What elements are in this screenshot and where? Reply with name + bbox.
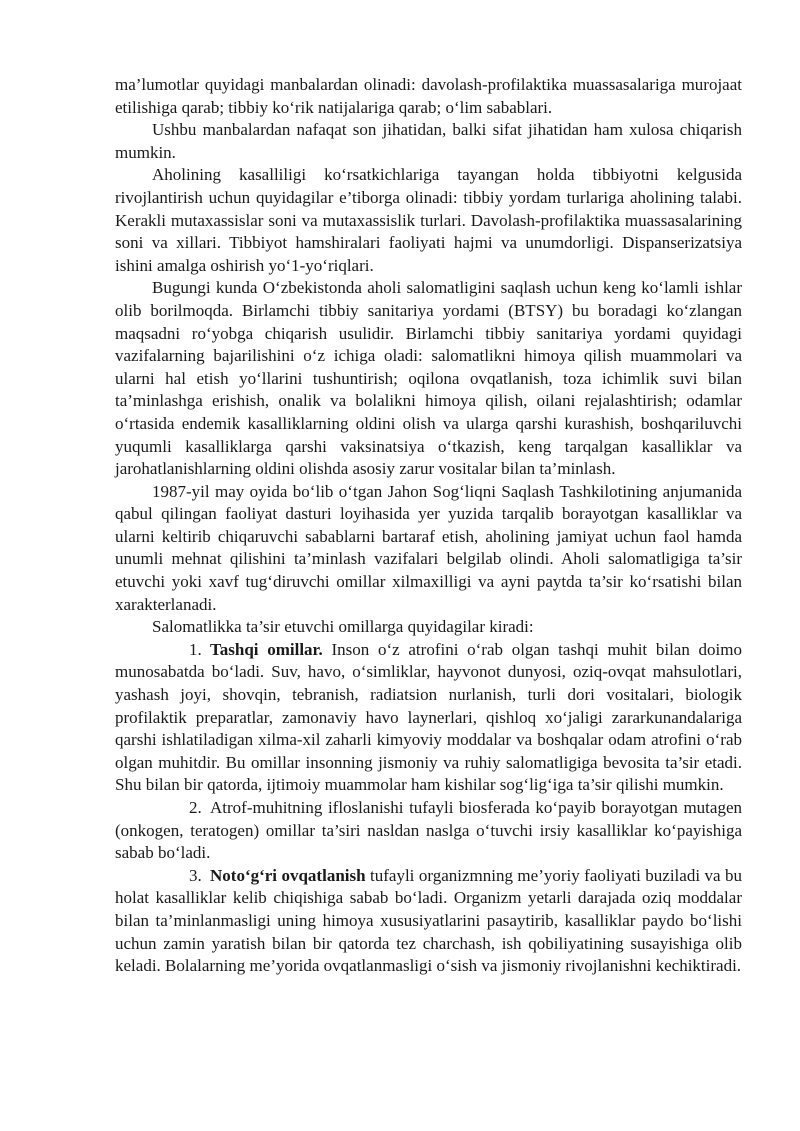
list-number: 3. xyxy=(189,865,202,885)
list-item-heading: Tashqi omillar. xyxy=(210,639,323,659)
list-item-text: tufayli organizmning me’yoriy faoliyati buziladi va bu holat kasalliklar kelib chiqishiga sabab bo‘ladi. Organizm yetarli darajada oziq moddalar bilan ta’minlanmasligi uning himoya xususiyatlarini pasaytirib, kasalliklar paydo bo‘lishi uchun zamin yaratish bilan bir qatorda tez charchash, ish qobiliyatining susayishiga olib keladi. Bolalarning me’yorida ovqatlanmasligi o‘sish va jismoniy rivojlanishni kechiktiradi. xyxy=(115,865,742,976)
list-item-text: Atrof-muhitning ifloslanishi tufayli biosferada ko‘payib borayotgan mutagen (onkogen, teratogen) omillar ta’siri nasldan naslga o‘tuvchi irsiy kasalliklar ko‘payishiga sabab bo‘ladi. xyxy=(115,798,742,863)
list-number: 2. xyxy=(189,798,202,817)
paragraph-3: Aholining kasalliligi ko‘rsatkichlariga tayangan holda tibbiyotni kelgusida rivojlantirish uchun quyidagilar e’tiborga olinadi: tibbiy yordam turlariga aholining talabi. Kerakli mutaxassislar soni va mutaxassislik turlari. Davolash-profilaktika muassasalarining soni va xillari. Tibbiyot hamshiralari faoliyati hajmi va unumdorligi. Dispanserizatsiya ishini amalga oshirish yo‘1-yo‘riqlari. xyxy=(115,165,742,275)
document-page xyxy=(115,74,742,978)
list-item-text: Inson o‘z atrofini o‘rab olgan tashqi muhit bilan doimo munosabatda bo‘ladi. Suv, havo, o‘simliklar, hayvonot dunyosi, oziq-ovqat mahsulotlari, yashash joyi, shovqin, tebranish, radiatsion nurlanish, turli dori vositalari, biologik profilaktik preparatlar, zamonaviy havo laynerlari, qishloq xo‘jaligi zararkunandalariga qarshi ishlatiladigan xilma-xil zaharli kimyoviy moddalar va boshqalar odam atrofini o‘rab olgan muhitdir. Bu omillar insonning jismoniy va ruhiy salomatligiga bevosita ta’sir etadi. Shu bilan bir qatorda, ijtimoiy muammolar ham kishilar sog‘lig‘iga ta’sir qilishi mumkin. xyxy=(115,639,742,795)
paragraph-4: Bugungi kunda O‘zbekistonda aholi salomatligini saqlash uchun keng ko‘lamli ishlar olib borilmoqda. Birlamchi tibbiy sanitariya yordami (BTSY) bu boradagi ko‘zlangan maqsadni ro‘yobga chiqarish usulidir. Birlamchi tibbiy sanitariya yordami quyidagi vazifalarning bajarilishini o‘z ichiga oladi: salomatlikni himoya qilish muammolari va ularni hal etish yo‘llarini tushuntirish; oqilona ovqatlanish, toza ichimlik suvi bilan ta’minlashga erishish, onalik va bolalikni himoya qilish, oilani rejalashtirish; odamlar o‘rtasida endemik kasalliklarning oldini olish va ularga qarshi kurashish, boshqariluvchi yuqumli kasalliklarga qarshi vaksinatsiya o‘tkazish, keng tarqalgan kasalliklar va jarohatlanishlarning oldini olishda asosiy zarur vositalar bilan ta’minlash. xyxy=(115,278,742,479)
paragraph-2: Ushbu manbalardan nafaqat son jihatidan, balki sifat jihatidan ham xulosa chiqarish mumkin. xyxy=(115,120,742,162)
paragraph-6: Salomatlikka ta’sir etuvchi omillarga quyidagilar kiradi: xyxy=(152,617,534,637)
list-item-2 xyxy=(115,797,742,865)
list-item-1 xyxy=(115,639,742,797)
paragraph-5: 1987-yil may oyida bo‘lib o‘tgan Jahon Sog‘liqni Saqlash Tashkilotining anjumanida qabul qilingan faoliyat dasturi loyihasida yer yuzida tarqalib borayotgan kasalliklar va ularni keltirib chiqaruvchi sabablarni bartaraf etish, aholining jamiyat uchun faol hamda unumli mehnat qilishini ta’minlash vazifalari belgilab olindi. Aholi salomatligiga ta’sir etuvchi yoki xavf tug‘diruvchi omillar xilmaxilligi va ayni paytda ta’sir ko‘rsatishi bilan xarakterlanadi. xyxy=(115,481,742,614)
paragraph-1: ma’lumotlar quyidagi manbalardan olinadi: davolash-profilaktika muassasalariga murojaat etilishiga qarab; tibbiy ko‘rik natijalariga qarab; o‘lim sabablari. xyxy=(115,75,742,117)
list-number: 1. xyxy=(189,639,202,659)
list-item-heading: Noto‘g‘ri ovqatlanish xyxy=(210,865,366,885)
list-item-3 xyxy=(115,865,742,978)
